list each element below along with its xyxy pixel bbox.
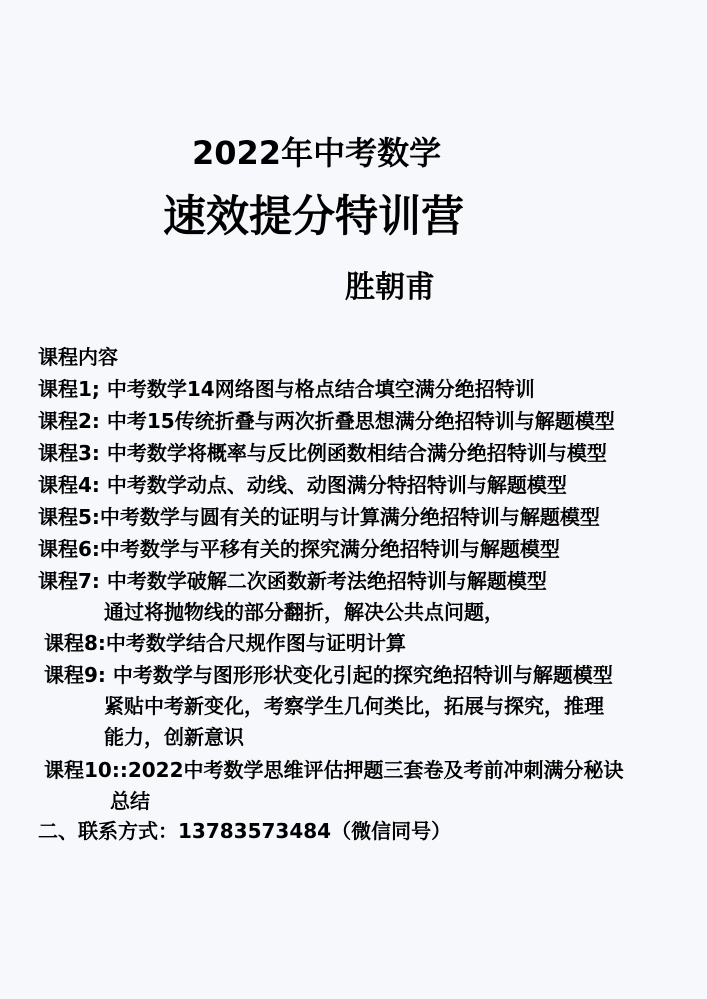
author-name: 胜朝甫 xyxy=(345,270,435,305)
course-line: 课程8:中考数学结合尺规作图与证明计算 xyxy=(44,631,406,655)
course-line: 课程6:中考数学与平移有关的探究满分绝招特训与解题模型 xyxy=(38,537,560,561)
course-line: 课程1; 中考数学14网络图与格点结合填空满分绝招特训 xyxy=(38,377,535,401)
course-line: 课程4: 中考数学动点、动线、动图满分特招特训与解题模型 xyxy=(38,473,567,497)
contact-line: 二、联系方式：13783573484（微信同号） xyxy=(38,819,452,843)
course-description: 紧贴中考新变化，考察学生几何类比，拓展与探究，推理 xyxy=(104,694,604,718)
course-description: 总结 xyxy=(110,789,150,813)
title-line-2: 速效提分特训营 xyxy=(163,192,464,242)
course-line: 课程5:中考数学与圆有关的证明与计算满分绝招特训与解题模型 xyxy=(38,505,600,529)
course-line: 课程10::2022中考数学思维评估押题三套卷及考前冲刺满分秘诀 xyxy=(44,758,624,782)
course-line: 课程3: 中考数学将概率与反比例函数相结合满分绝招特训与模型 xyxy=(38,441,607,465)
course-line: 课程7: 中考数学破解二次函数新考法绝招特训与解题模型 xyxy=(38,569,547,593)
course-line: 课程2: 中考15传统折叠与两次折叠思想满分绝招特训与解题模型 xyxy=(38,409,615,433)
section-heading: 课程内容 xyxy=(38,345,118,369)
course-description: 能力，创新意识 xyxy=(104,725,244,749)
title-line-1: 2022年中考数学 xyxy=(192,134,442,172)
course-line: 课程9: 中考数学与图形形状变化引起的探究绝招特训与解题模型 xyxy=(44,663,613,687)
course-description: 通过将抛物线的部分翻折，解决公共点问题， xyxy=(104,600,504,624)
